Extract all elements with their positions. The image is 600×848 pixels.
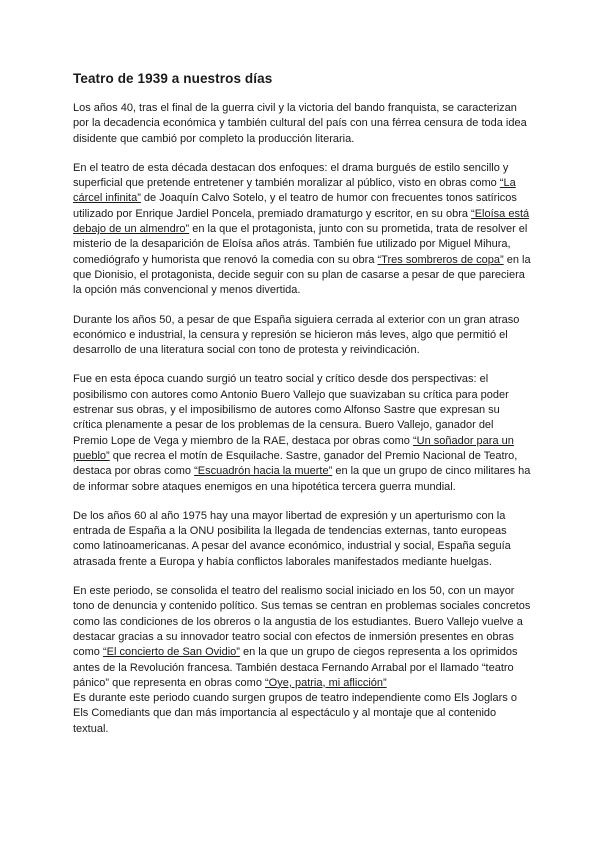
- paragraph-6-text-2: en la que un grupo de ciegos representa a los oprimidos antes de la Revolución francesa. También destaca Fernando Arrabal por el llamado “teatro pánico” que representa en obras como: [73, 646, 518, 689]
- paragraph-2-text-3: en la que el protagonista, junto con su prometida, trata de resolver el misterio de la desaparición de Eloísa años atrás. También fue utilizado por Miguel Mihura, comediógrafo y humorista que renovó la comedia con su obra: [73, 223, 528, 266]
- paragraph-7: Es durante este periodo cuando surgen grupos de teatro independiente como Els Joglars o Els Comediants que dan más importancia al espectáculo y al montaje que al contenido textual.: [73, 692, 517, 735]
- paragraph-6-text-1: En este periodo, se consolida el teatro del realismo social iniciado en los 50, con un mayor tono de denuncia y contenido político. Sus temas se centran en problemas sociales concretos como las condiciones de los obreros o la angustia de los estudiantes. Buero Vallejo vuelve a destacar gracias a su innovador teatro social con efectos de inmersión presentes en obras como: [73, 585, 531, 659]
- document-page: [73, 70, 531, 751]
- document-title: Teatro de 1939 a nuestros días: [73, 71, 273, 86]
- link-un-sonador-para-un-pueblo[interactable]: “Un soñador para un pueblo”: [73, 434, 514, 462]
- paragraph-3: Durante los años 50, a pesar de que España siguiera cerrada al exterior con un gran atraso económico e industrial, la censura y represión se hicieron más leves, algo que permitió el desarrollo de una literatura social con tono de protesta y reivindicación.: [73, 313, 520, 357]
- paragraph-4-text-3: en la que un grupo de cinco militares ha de informar sobre ataques enemigos en una hipotética tercera guerra mundial.: [73, 465, 531, 493]
- paragraph-4-text-1: Fue en esta época cuando surgió un teatro social y crítico desde dos perspectivas: el posibilismo con autores como Antonio Buero Vallejo que suavizaban su crítica para poder estrenar sus obras, y el imposibilismo de autores como Alfonso Sastre que expresan su crítica plenamente a pesar de los problemas de la censura. Buero Vallejo, ganador del Premio Lope de Vega y miembro de la RAE, destaca por obras como: [73, 373, 509, 447]
- link-eloisa-esta-debajo-de-un-almendro[interactable]: “Eloísa está debajo de un almendro”: [73, 207, 530, 236]
- paragraph-5: De los años 60 al año 1975 hay una mayor libertad de expresión y un aperturismo con la entrada de España a la ONU posibilita la llegada de tendencias externas, tanto europeas como latinoamericanas. A pesar del avance económico, industrial y social, España seguía atrasada frente a Europa y había conflictos laborales manifestados mediante huelgas.: [73, 509, 511, 568]
- paragraph-2: [73, 161, 531, 299]
- paragraph-4: [73, 372, 531, 494]
- link-escuadron-hacia-la-muerte[interactable]: “Escuadrón hacia la muerte”: [194, 465, 333, 478]
- paragraph-4-text-2: que recrea el motín de Esquilache. Sastre, ganador del Premio Nacional de Teatro, destaca por obras como: [73, 449, 518, 478]
- link-el-concierto-de-san-ovidio[interactable]: “El concierto de San Ovidio”: [102, 646, 240, 659]
- paragraph-2-text-1: En el teatro de esta década destacan dos enfoques: el drama burgués de estilo sencillo y superficial que pretende entretener y también moralizar al público, visto en obras como: [73, 161, 509, 190]
- paragraph-1: Los años 40, tras el final de la guerra civil y la victoria del bando franquista, se caracterizan por la decadencia económica y también cultural del país con una férrea censura de toda idea disidente que cambió por completo la producción literaria.: [73, 102, 527, 145]
- paragraph-2-text-2: de Joaquín Calvo Sotelo, y el teatro de humor con frecuentes tonos satíricos utilizado por Enrique Jardiel Poncela, premiado dramaturgo y escritor, en su obra: [73, 192, 517, 220]
- paragraph-2-text-4: en la que Dionisio, el protagonista, decide seguir con su plan de casarse a pesar de que pareciera la opción más convencional y menos divertida.: [73, 253, 531, 297]
- link-la-carcel-infinita[interactable]: “La cárcel infinita”: [73, 177, 516, 205]
- link-oye-patria-mi-afliccion[interactable]: “Oye, patria, mi aflicción”: [265, 676, 387, 689]
- paragraph-6: [73, 584, 531, 691]
- link-tres-sombreros-de-copa[interactable]: “Tres sombreros de copa”: [377, 253, 504, 266]
